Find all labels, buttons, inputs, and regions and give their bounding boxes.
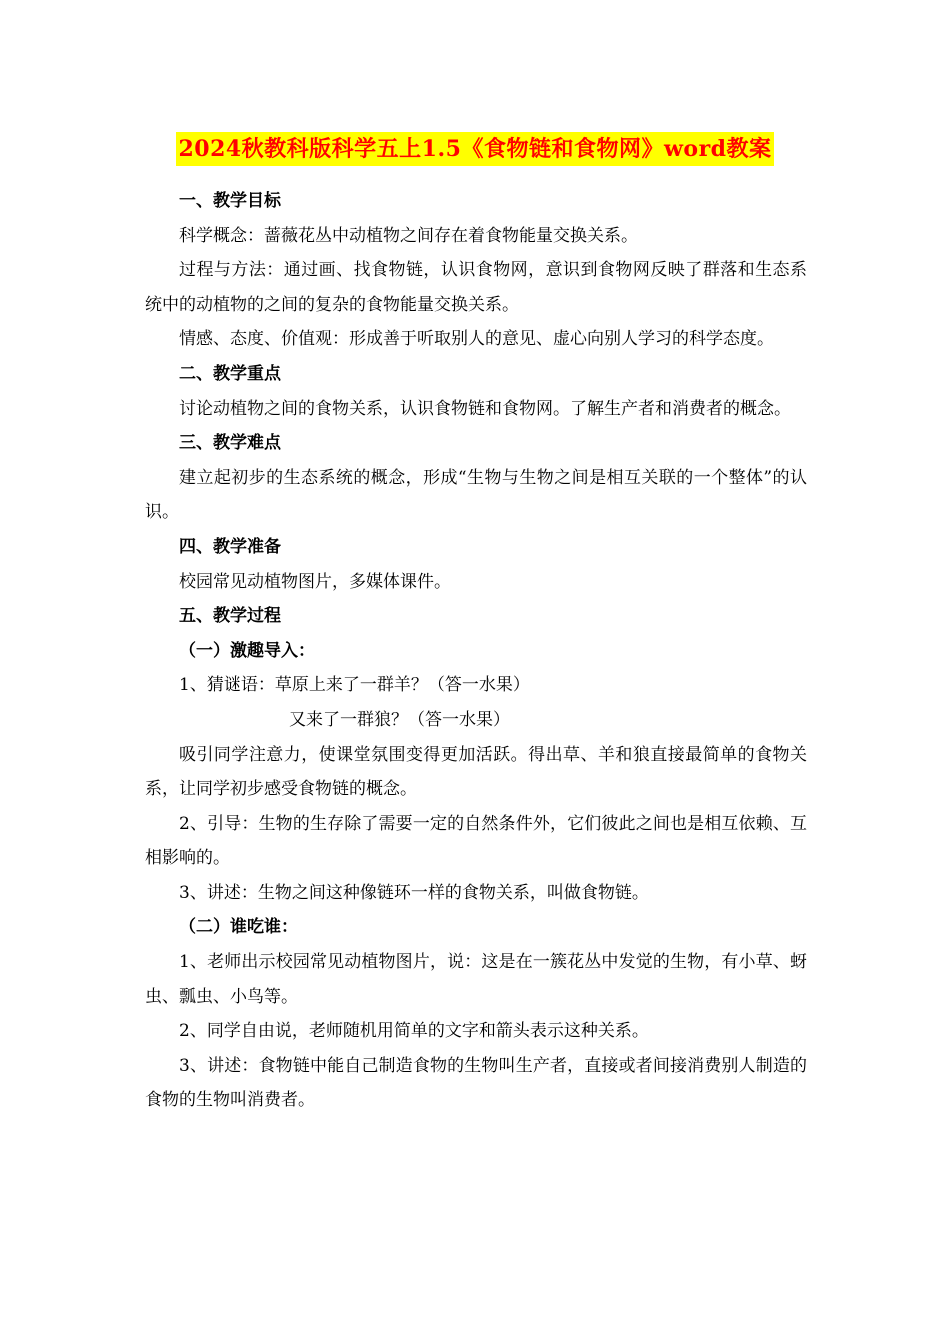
paragraph-process-method: 过程与方法：通过画、找食物链，认识食物网，意识到食物网反映了群落和生态系统中的动植物的之间的复杂的食物能量交换关系。 xyxy=(145,260,807,315)
section-heading-key-points: 二、教学重点 xyxy=(179,363,281,384)
subheading-who-eats-whom: （二）谁吃谁： xyxy=(179,917,298,938)
title-container xyxy=(0,132,950,166)
paragraph-key-points: 讨论动植物之间的食物关系，认识食物链和食物网。了解生产者和消费者的概念。 xyxy=(179,398,791,419)
paragraph-students-discuss: 2、同学自由说，老师随机用简单的文字和箭头表示这种关系。 xyxy=(179,1021,649,1042)
riddle-line-1: 1、猜谜语：草原上来了一群羊？（答一水果） xyxy=(179,675,530,696)
riddle-line-2: 又来了一群狼？（答一水果） xyxy=(289,709,510,730)
section-heading-difficulties: 三、教学难点 xyxy=(179,433,281,454)
section-heading-preparation: 四、教学准备 xyxy=(179,536,281,557)
section-heading-objectives: 一、教学目标 xyxy=(179,191,281,211)
paragraph-guide: 2、引导：生物的生存除了需要一定的自然条件外，它们彼此之间也是相互依赖、互相影响的。 xyxy=(145,813,807,869)
section-heading-process: 五、教学过程 xyxy=(179,606,281,627)
paragraph-producer-consumer: 3、讲述：食物链中能自己制造食物的生物叫生产者，直接或者间接消费别人制造的食物的生物叫消费者。 xyxy=(145,1055,807,1111)
paragraph-food-chain-definition: 3、讲述：生物之间这种像链环一样的食物关系，叫做食物链。 xyxy=(179,882,649,903)
paragraph-teacher-shows: 1、老师出示校园常见动植物图片，说：这是在一簇花丛中发觉的生物，有小草、蚜虫、瓢虫、小鸟等。 xyxy=(145,952,807,1007)
document-body xyxy=(145,184,807,1118)
paragraph-attention: 吸引同学注意力，使课堂氛围变得更加活跃。得出草、羊和狼直接最简单的食物关系，让同学初步感受食物链的概念。 xyxy=(145,744,807,800)
paragraph-emotion-attitude: 情感、态度、价值观：形成善于听取别人的意见、虚心向别人学习的科学态度。 xyxy=(179,329,774,350)
paragraph-preparation: 校园常见动植物图片，多媒体课件。 xyxy=(179,571,451,592)
paragraph-concept: 科学概念：蔷薇花丛中动植物之间存在着食物能量交换关系。 xyxy=(179,225,638,246)
document-title: 2024秋教科版科学五上1.5《食物链和食物网》word教案 xyxy=(176,132,773,166)
subheading-introduction: （一）激趣导入： xyxy=(179,640,315,661)
paragraph-difficulties: 建立起初步的生态系统的概念，形成“生物与生物之间是相互关联的一个整体”的认识。 xyxy=(145,467,807,523)
